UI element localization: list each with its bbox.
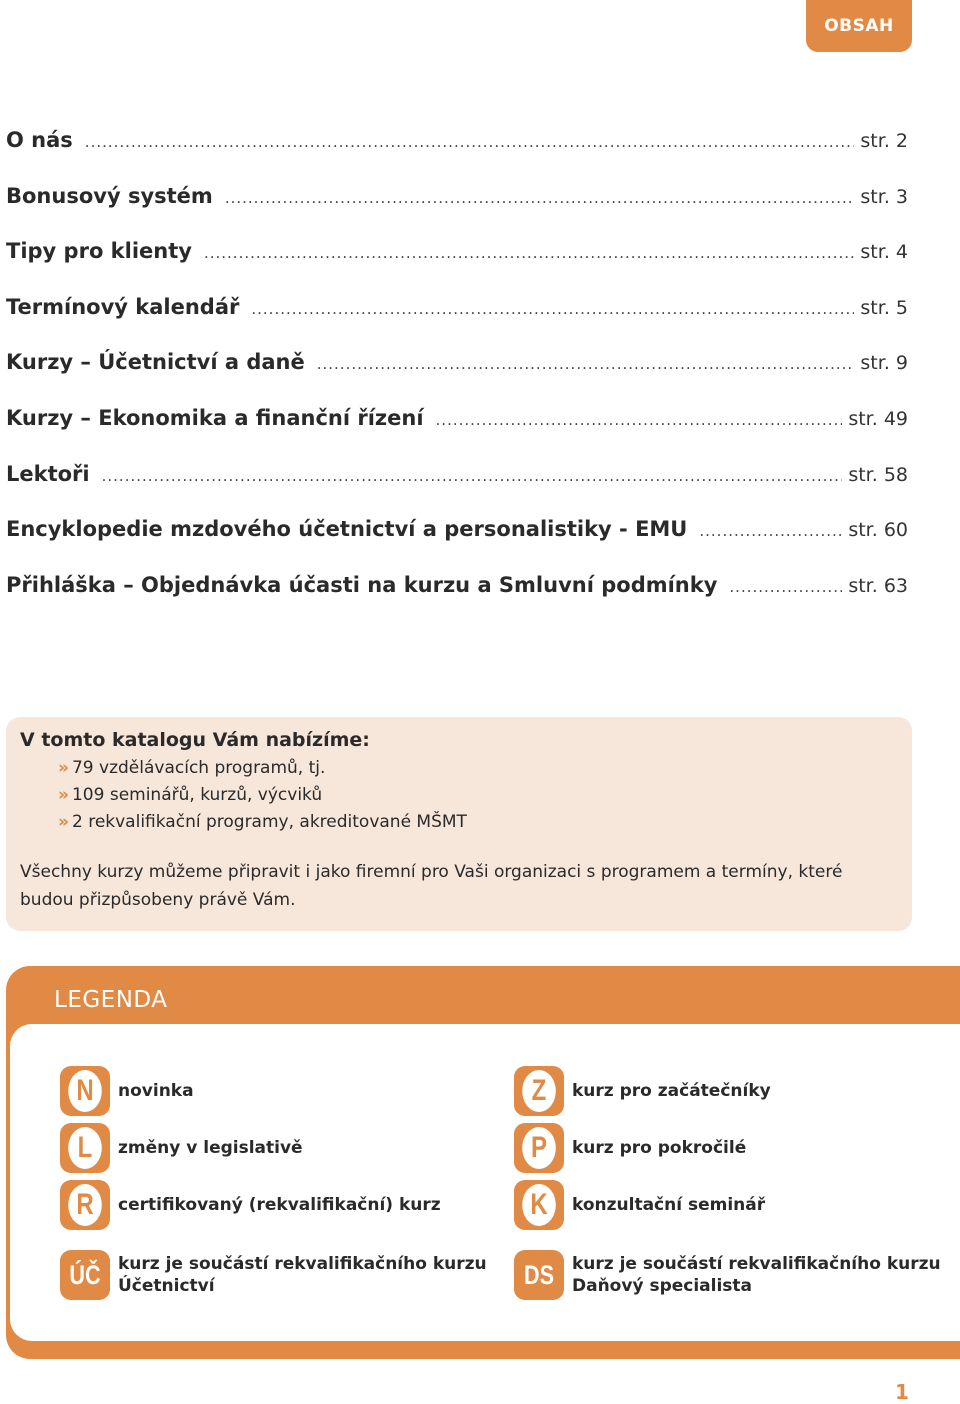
toc-title: Encyklopedie mzdového účetnictví a personalistiky - EMU [6,517,688,542]
toc-page: str. 58 [848,463,908,486]
toc-page: str. 5 [860,296,908,319]
toc-title: Přihláška – Objednávka účasti na kurzu a Smluvní podmínky [6,572,718,597]
toc-page: str. 2 [860,130,908,152]
toc-row-tipy-pro-klienty[interactable] [6,239,908,295]
offer-heading: V tomto katalogu Vám nabízíme: [20,729,370,751]
legend-text: kurz je součástí rekvalifikačního kurzu [572,1254,941,1274]
toc-title: Kurzy – Účetnictví a daně [6,350,305,375]
bullet-arrow-icon: » [58,758,69,778]
toc-leader-dots [102,467,843,485]
toc-leader-dots [251,300,854,318]
page-number: 1 [895,1380,909,1404]
toc-page: str. 4 [860,241,908,264]
legend-text: kurz pro pokročilé [572,1138,747,1158]
table-of-contents [6,128,908,628]
legend-text: změny v legislativě [118,1138,303,1158]
offer-item [20,782,898,809]
legend-item-legislativa [60,1123,303,1173]
legend-text-line2: Daňový specialista [572,1276,753,1296]
catalog-offer-box [6,717,912,931]
badge-p-icon [514,1123,564,1173]
legend-text: konzultační seminář [572,1195,766,1215]
badge-letter: DS [523,1259,554,1290]
offer-item-text: 2 rekvalifikační programy, akreditované MŠMT [71,812,467,832]
badge-ds-icon [514,1250,564,1300]
legend-item-ucetnictvi [60,1250,487,1300]
toc-row-lektori[interactable] [6,462,908,518]
toc-row-prihlaska[interactable] [6,573,908,629]
offer-item-text: 109 seminářů, kurzů, výcviků [71,785,323,805]
badge-letter: N [68,1070,102,1112]
legend-text-line2: Účetnictví [118,1276,215,1296]
offer-item-text: 79 vzdělávacích programů, tj. [71,758,326,778]
badge-l-icon [60,1123,110,1173]
legend-item-novinka [60,1066,194,1116]
badge-letter: P [522,1127,556,1169]
badge-r-icon [60,1180,110,1230]
bullet-arrow-icon: » [58,812,69,832]
toc-leader-dots [729,578,842,596]
toc-title: Lektoři [6,461,90,486]
legend-text: kurz je součástí rekvalifikačního kurzu [118,1254,487,1274]
toc-leader-dots [225,189,855,207]
legend-item-zacatecnici [514,1066,771,1116]
legend-text: novinka [118,1081,194,1101]
toc-page: str. 63 [848,574,908,597]
badge-k-icon [514,1180,564,1230]
legend-text-block [572,1253,941,1297]
toc-row-kurzy-ekonomika[interactable] [6,406,908,462]
legend-item-pokrocile [514,1123,746,1173]
badge-uc-icon [60,1250,110,1300]
toc-title: Bonusový systém [6,183,213,208]
badge-letter: K [522,1184,556,1226]
legend-text: kurz pro začátečníky [572,1081,771,1101]
toc-title: Kurzy – Ekonomika a finanční řízení [6,405,424,430]
bullet-arrow-icon: » [58,785,69,805]
legend-body [10,1024,960,1341]
section-tab-obsah: OBSAH [806,0,912,52]
badge-n-icon [60,1066,110,1116]
legend-item-danovy-specialista [514,1250,941,1300]
toc-row-encyklopedie-emu[interactable] [6,517,908,573]
legend-item-konzultacni [514,1180,765,1230]
toc-row-o-nas[interactable] [6,128,908,184]
offer-item [20,755,898,782]
legend-text-block [118,1253,487,1297]
toc-leader-dots [204,244,854,262]
toc-title: O nás [6,128,73,152]
badge-letter: Z [522,1070,556,1112]
toc-row-terminovy-kalendar[interactable] [6,295,908,351]
offer-item [20,809,898,836]
toc-title: Tipy pro klienty [6,239,192,264]
toc-leader-dots [699,522,842,540]
legend-text: certifikovaný (rekvalifikační) kurz [118,1195,441,1215]
toc-page: str. 60 [848,519,908,542]
toc-page: str. 3 [860,185,908,208]
legend-panel [6,966,960,1359]
toc-page: str. 9 [860,352,908,375]
toc-row-bonusovy-system[interactable] [6,184,908,240]
toc-page: str. 49 [848,407,908,430]
badge-letter: L [68,1127,102,1169]
toc-leader-dots [436,411,843,429]
badge-z-icon [514,1066,564,1116]
offer-note: Všechny kurzy můžeme připravit i jako firemní pro Vaši organizaci s programem a termíny, které budou přizpůsobeny právě Vám. [20,862,843,910]
toc-row-kurzy-ucetnictvi[interactable] [6,350,908,406]
toc-leader-dots [317,355,855,373]
toc-leader-dots [85,133,855,151]
badge-letter: ÚČ [69,1259,101,1290]
badge-letter: R [68,1184,102,1226]
legend-title: LEGENDA [54,987,168,1013]
toc-title: Termínový kalendář [6,294,240,319]
legend-item-certifikovany [60,1180,441,1230]
